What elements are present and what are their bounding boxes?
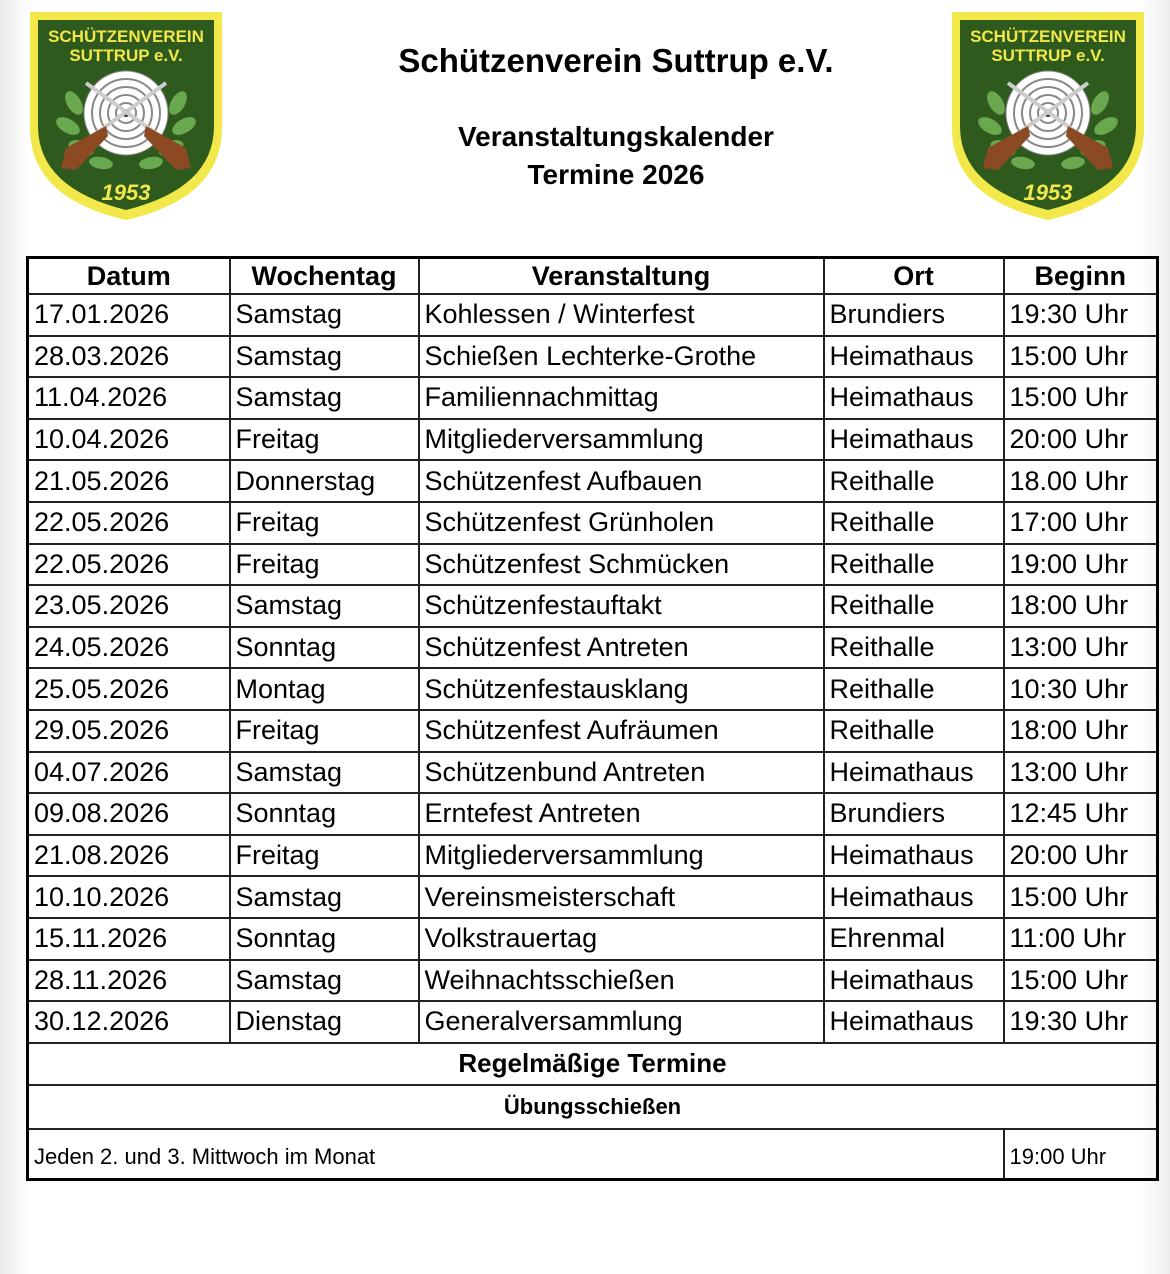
cell-location: Reithalle [824,460,1004,502]
cell-location: Heimathaus [824,419,1004,461]
cell-start: 18.00 Uhr [1004,460,1158,502]
table-row [28,668,1158,710]
regular-section-title: Regelmäßige Termine [28,1043,1158,1085]
table-row [28,377,1158,419]
cell-start: 17:00 Uhr [1004,502,1158,544]
cell-event: Schützenfestausklang [419,668,824,710]
table-row [28,835,1158,877]
cell-event: Vereinsmeisterschaft [419,876,824,918]
cell-date: 28.03.2026 [28,336,230,378]
cell-date: 21.08.2026 [28,835,230,877]
cell-event: Schießen Lechterke-Grothe [419,336,824,378]
table-row [28,585,1158,627]
cell-location: Reithalle [824,502,1004,544]
cell-weekday: Donnerstag [230,460,419,502]
cell-date: 17.01.2026 [28,294,230,336]
regular-event-description: Jeden 2. und 3. Mittwoch im Monat [28,1129,1004,1180]
table-row [28,876,1158,918]
logo-line1: SCHÜTZENVEREIN [48,27,204,46]
logo-year: 1953 [101,180,151,205]
table-row [28,960,1158,1002]
cell-start: 18:00 Uhr [1004,585,1158,627]
table-row [28,752,1158,794]
cell-event: Schützenfest Aufräumen [419,710,824,752]
cell-start: 19:30 Uhr [1004,1001,1158,1043]
cell-start: 12:45 Uhr [1004,793,1158,835]
table-row [28,544,1158,586]
table-row [28,710,1158,752]
table-row [28,336,1158,378]
cell-location: Heimathaus [824,336,1004,378]
cell-start: 15:00 Uhr [1004,960,1158,1002]
cell-weekday: Freitag [230,419,419,461]
cell-start: 15:00 Uhr [1004,336,1158,378]
cell-location: Reithalle [824,668,1004,710]
column-header-weekday: Wochentag [230,258,419,295]
cell-location: Heimathaus [824,835,1004,877]
cell-date: 30.12.2026 [28,1001,230,1043]
cell-date: 11.04.2026 [28,377,230,419]
cell-event: Schützenfest Grünholen [419,502,824,544]
table-row [28,460,1158,502]
cell-date: 21.05.2026 [28,460,230,502]
table-row [28,1001,1158,1043]
cell-date: 15.11.2026 [28,918,230,960]
table-row [28,627,1158,669]
cell-weekday: Samstag [230,876,419,918]
cell-weekday: Samstag [230,960,419,1002]
cell-event: Schützenfest Schmücken [419,544,824,586]
cell-weekday: Sonntag [230,627,419,669]
cell-event: Mitgliederversammlung [419,835,824,877]
cell-weekday: Samstag [230,377,419,419]
cell-weekday: Freitag [230,502,419,544]
logo-year: 1953 [1023,180,1073,205]
cell-start: 19:00 Uhr [1004,544,1158,586]
page-subtitle [0,118,1170,194]
cell-weekday: Sonntag [230,793,419,835]
cell-event: Erntefest Antreten [419,793,824,835]
column-header-date: Datum [28,258,230,295]
cell-start: 18:00 Uhr [1004,710,1158,752]
cell-weekday: Samstag [230,294,419,336]
regular-event-row [28,1129,1158,1180]
cell-date: 29.05.2026 [28,710,230,752]
table-row [28,918,1158,960]
page-title: Schützenverein Suttrup e.V. [398,42,834,79]
table-header-row [28,258,1158,295]
cell-location: Heimathaus [824,960,1004,1002]
logo-line2: SUTTRUP e.V. [991,46,1105,65]
cell-location: Reithalle [824,710,1004,752]
cell-start: 13:00 Uhr [1004,752,1158,794]
cell-start: 19:30 Uhr [1004,294,1158,336]
cell-location: Heimathaus [824,1001,1004,1043]
cell-location: Brundiers [824,294,1004,336]
cell-start: 20:00 Uhr [1004,419,1158,461]
cell-date: 10.10.2026 [28,876,230,918]
cell-event: Generalversammlung [419,1001,824,1043]
column-header-event: Veranstaltung [419,258,824,295]
cell-event: Weihnachtsschießen [419,960,824,1002]
cell-start: 11:00 Uhr [1004,918,1158,960]
cell-weekday: Samstag [230,336,419,378]
cell-weekday: Freitag [230,710,419,752]
cell-start: 15:00 Uhr [1004,377,1158,419]
cell-event: Schützenbund Antreten [419,752,824,794]
cell-event: Schützenfest Aufbauen [419,460,824,502]
column-header-start: Beginn [1004,258,1158,295]
cell-weekday: Samstag [230,752,419,794]
cell-weekday: Freitag [230,544,419,586]
logo-line2: SUTTRUP e.V. [69,46,183,65]
logo-line1: SCHÜTZENVEREIN [970,27,1126,46]
cell-weekday: Sonntag [230,918,419,960]
table-row [28,294,1158,336]
cell-date: 23.05.2026 [28,585,230,627]
event-calendar-table [26,256,1159,1181]
cell-date: 22.05.2026 [28,502,230,544]
regular-event-time: 19:00 Uhr [1004,1129,1158,1180]
cell-date: 09.08.2026 [28,793,230,835]
cell-weekday: Dienstag [230,1001,419,1043]
table-row [28,793,1158,835]
regular-subsection-title: Übungsschießen [28,1085,1158,1129]
cell-date: 04.07.2026 [28,752,230,794]
regular-subsection-row [28,1085,1158,1129]
column-header-location: Ort [824,258,1004,295]
cell-start: 13:00 Uhr [1004,627,1158,669]
cell-event: Schützenfestauftakt [419,585,824,627]
cell-location: Heimathaus [824,377,1004,419]
cell-start: 10:30 Uhr [1004,668,1158,710]
cell-event: Mitgliederversammlung [419,419,824,461]
cell-start: 20:00 Uhr [1004,835,1158,877]
cell-location: Ehrenmal [824,918,1004,960]
cell-date: 25.05.2026 [28,668,230,710]
cell-location: Brundiers [824,793,1004,835]
cell-location: Heimathaus [824,876,1004,918]
cell-date: 22.05.2026 [28,544,230,586]
cell-location: Reithalle [824,585,1004,627]
cell-weekday: Freitag [230,835,419,877]
subtitle-line1: Veranstaltungskalender [458,121,774,152]
regular-section-row [28,1043,1158,1085]
subtitle-line2: Termine 2026 [527,159,705,190]
cell-date: 28.11.2026 [28,960,230,1002]
table-row [28,419,1158,461]
cell-event: Volkstrauertag [419,918,824,960]
cell-location: Reithalle [824,544,1004,586]
cell-weekday: Montag [230,668,419,710]
cell-event: Familiennachmittag [419,377,824,419]
cell-location: Heimathaus [824,752,1004,794]
cell-start: 15:00 Uhr [1004,876,1158,918]
cell-location: Reithalle [824,627,1004,669]
cell-weekday: Samstag [230,585,419,627]
cell-event: Schützenfest Antreten [419,627,824,669]
cell-event: Kohlessen / Winterfest [419,294,824,336]
cell-date: 24.05.2026 [28,627,230,669]
cell-date: 10.04.2026 [28,419,230,461]
table-row [28,502,1158,544]
